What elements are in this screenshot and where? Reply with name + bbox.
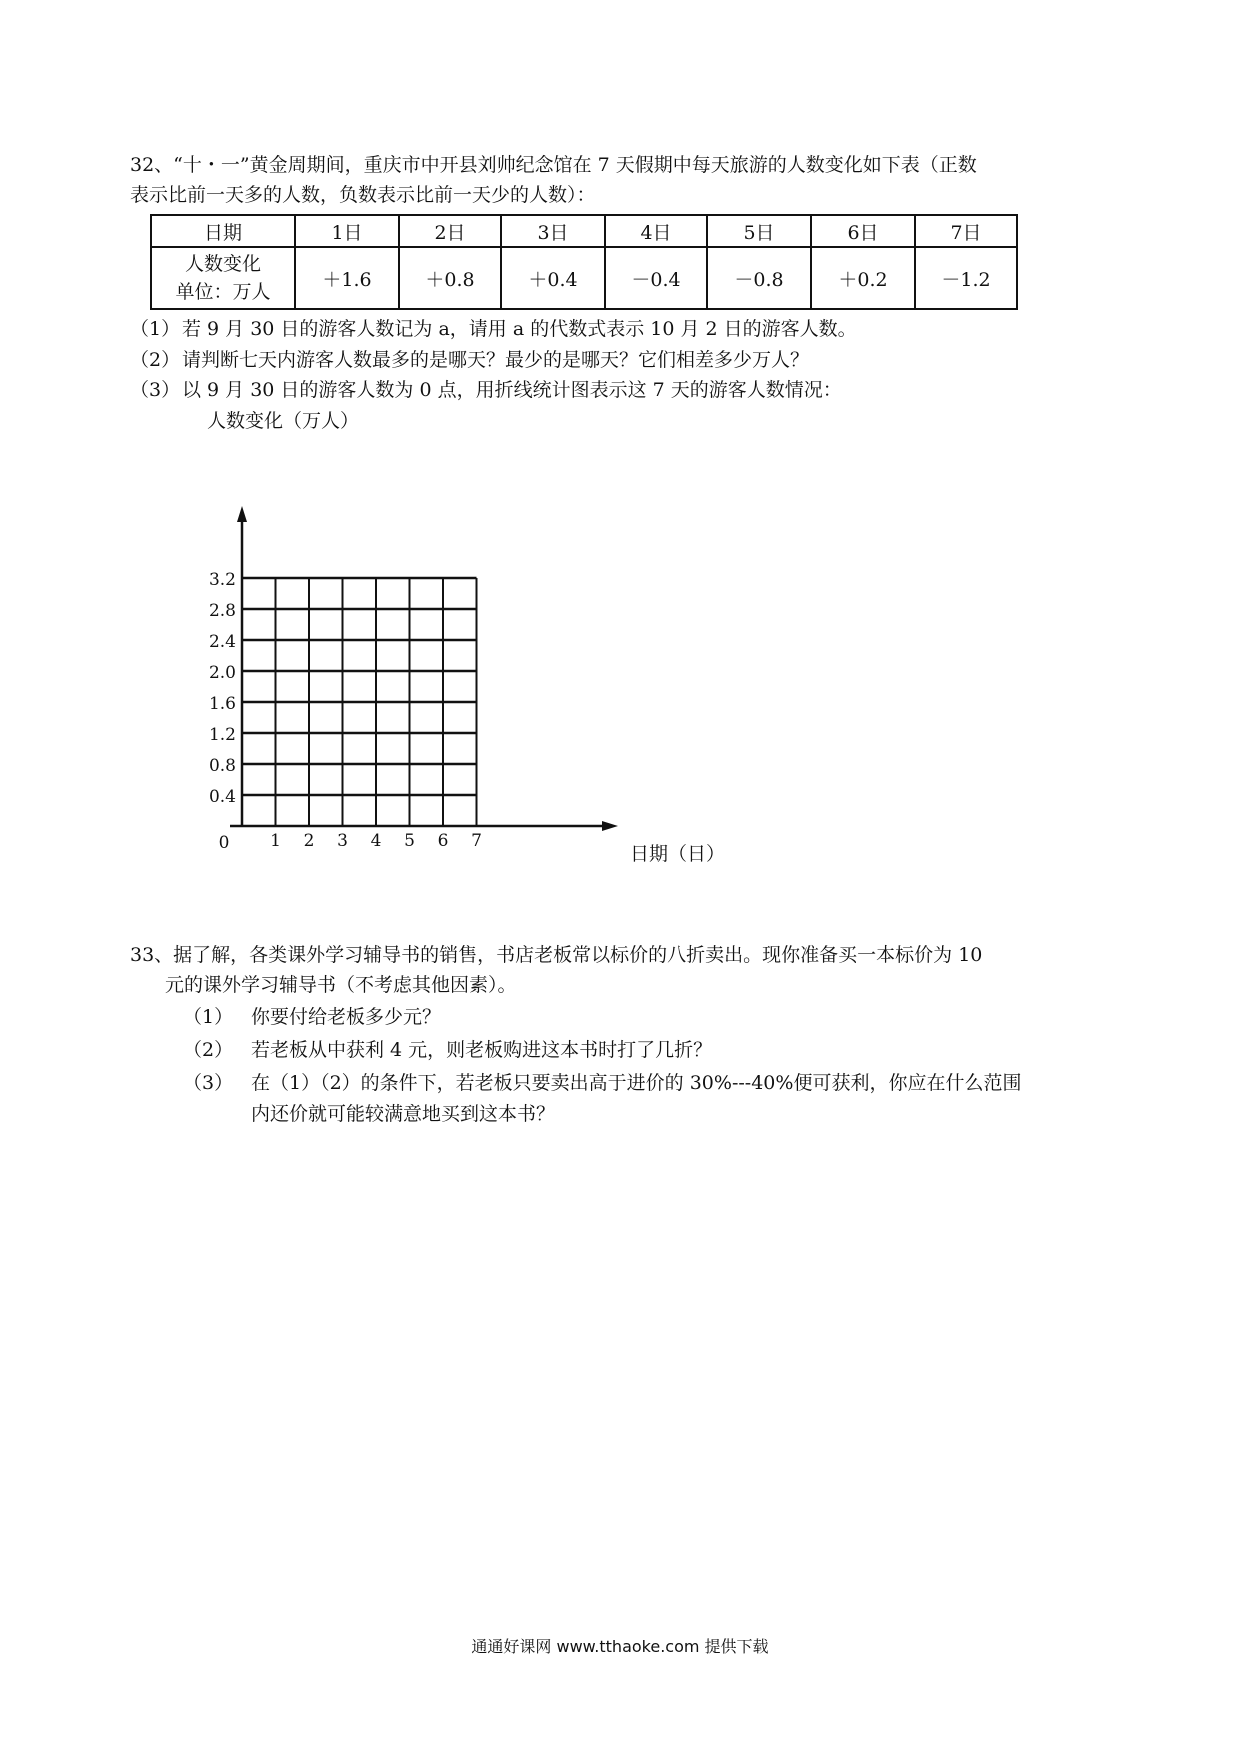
- y-tick-label: 2.0: [208, 663, 236, 683]
- x-tick-label: 4: [370, 831, 382, 851]
- row-label-line1: 人数变化: [184, 253, 261, 275]
- visitor-line-chart: [190, 500, 730, 880]
- table-cell-value: ＋1.6: [295, 247, 399, 309]
- sub-text: 以 9 月 30 日的游客人数为 0 点，用折线统计图表示这 7 天的游客人数情况：: [182, 379, 842, 401]
- x-axis-title: 日期（日）: [630, 843, 726, 865]
- sub-text: 若老板从中获利 4 元，则老板购进这本书时打了几折？: [251, 1039, 713, 1061]
- q32-sub1: [130, 314, 857, 344]
- sub-text: 你要付给老板多少元？: [251, 1006, 442, 1028]
- q33-sub2: [183, 1035, 712, 1065]
- chart-axes: [230, 506, 618, 831]
- sub-text: 在（1）（2）的条件下，若老板只要卖出高于进价的 30%---40%便可获利，你应在什么范围: [251, 1072, 1022, 1094]
- y-tick-label: 1.6: [208, 694, 236, 714]
- q33-sub3-continued: 内还价就可能较满意地买到这本书？: [251, 1103, 556, 1125]
- sub-text: 请判断七天内游客人数最多的是哪天？最少的是哪天？它们相差多少万人？: [182, 349, 810, 371]
- chart-grid: [242, 578, 477, 826]
- table-row: [151, 247, 1017, 309]
- x-tick-label: 6: [437, 831, 449, 851]
- chart-y-axis-title: 人数变化（万人）: [207, 410, 360, 432]
- q32-line2: 表示比前一天多的人数，负数表示比前一天少的人数）：: [130, 184, 596, 206]
- sub-number: （3）: [130, 379, 181, 401]
- x-tick-label: 5: [404, 831, 415, 851]
- table-header-day: 2日: [399, 215, 501, 247]
- table-row-label: [151, 247, 295, 309]
- table-header-day: 4日: [605, 215, 707, 247]
- y-tick-label: 3.2: [208, 570, 236, 590]
- y-axis-arrow: [237, 506, 247, 522]
- sub-number: （1）: [183, 1006, 234, 1028]
- table-header-day: 1日: [295, 215, 399, 247]
- sub-number: （2）: [130, 349, 181, 371]
- table-header-date: 日期: [151, 215, 295, 247]
- y-tick-label: 2.4: [208, 632, 236, 652]
- sub-text: 若 9 月 30 日的游客人数记为 a，请用 a 的代数式表示 10 月 2 日的游客人数。: [182, 318, 857, 340]
- q32-sub3: [130, 375, 842, 405]
- sub-number: （2）: [183, 1039, 234, 1061]
- table-cell-value: －0.8: [707, 247, 811, 309]
- x-tick-label: 3: [337, 831, 348, 851]
- y-tick-label: 0.4: [208, 787, 236, 807]
- q33-sub3: [183, 1068, 1021, 1098]
- y-tick-label: 2.8: [208, 601, 236, 621]
- x-axis-arrow: [602, 821, 618, 831]
- x-tick-label: 7: [471, 831, 482, 851]
- q33-sub1: [183, 1002, 441, 1032]
- table-cell-value: －0.4: [605, 247, 707, 309]
- visitor-change-table: [150, 214, 1018, 310]
- q33-line1: 33、据了解，各类课外学习辅导书的销售，书店老板常以标价的八折卖出。现你准备买一本标价为 10: [130, 944, 983, 966]
- table-header-day: 3日: [501, 215, 605, 247]
- sub-number: （1）: [130, 318, 181, 340]
- x-tick-label: 2: [303, 831, 315, 851]
- sub-number: （3）: [183, 1072, 234, 1094]
- q32-line1: 32、“十・一”黄金周期间，重庆市中开县刘帅纪念馆在 7 天假期中每天旅游的人数变化如下表（正数: [130, 154, 977, 176]
- page-footer: 通通好课网 www.tthaoke.com 提供下载: [471, 1637, 769, 1656]
- table-header-day: 6日: [811, 215, 915, 247]
- table-header-day: 7日: [915, 215, 1017, 247]
- y-tick-label: 1.2: [208, 725, 236, 745]
- q32-sub2: [130, 345, 809, 375]
- chart-tick-labels: [209, 570, 725, 865]
- origin-label: 0: [218, 833, 230, 853]
- table-row: [151, 215, 1017, 247]
- table-cell-value: ＋0.2: [811, 247, 915, 309]
- table-cell-value: －1.2: [915, 247, 1017, 309]
- table-header-day: 5日: [707, 215, 811, 247]
- table-cell-value: ＋0.4: [501, 247, 605, 309]
- table-cell-value: ＋0.8: [399, 247, 501, 309]
- y-tick-label: 0.8: [208, 756, 236, 776]
- q33-line2: 元的课外学习辅导书（不考虑其他因素）。: [165, 974, 517, 996]
- row-label-line2: 单位：万人: [175, 281, 271, 303]
- x-tick-label: 1: [270, 831, 281, 851]
